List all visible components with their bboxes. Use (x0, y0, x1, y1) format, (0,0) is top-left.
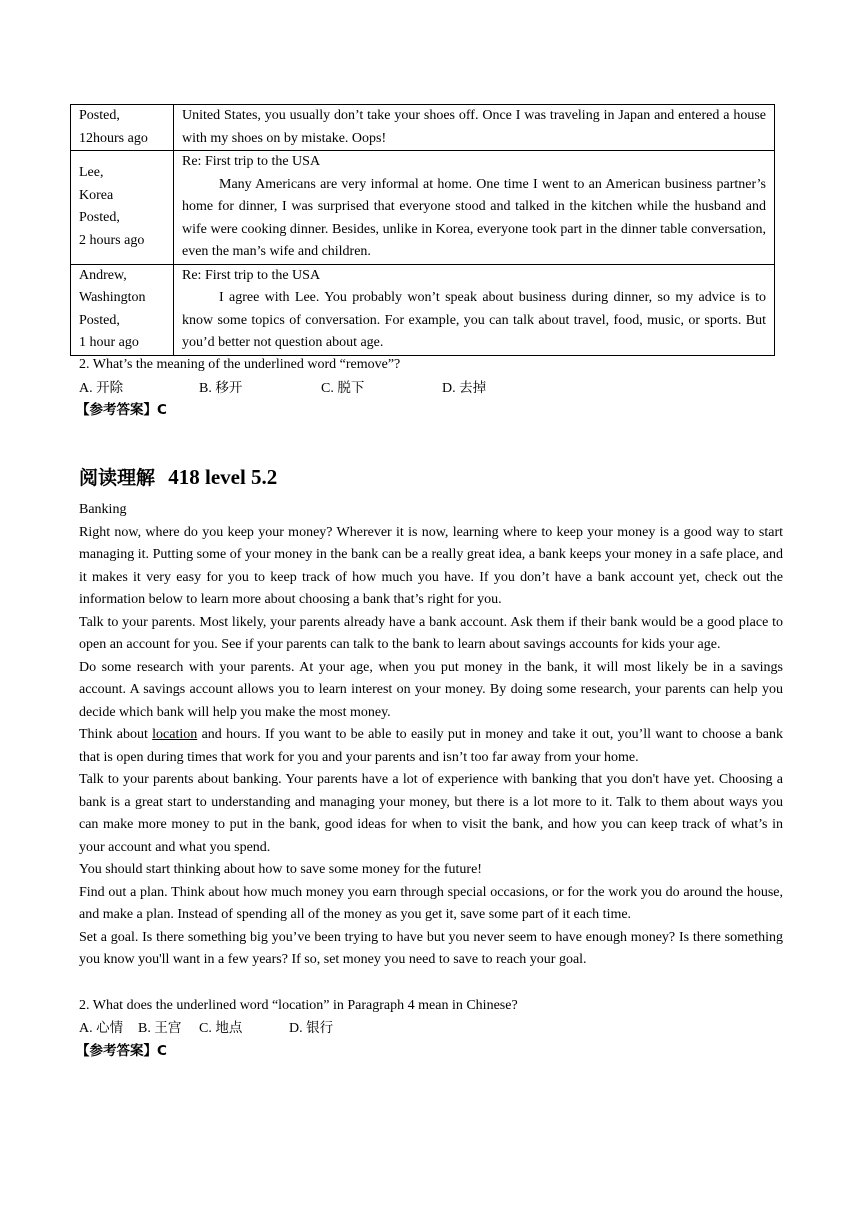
option-d (442, 377, 486, 401)
post-body: Many Americans are very informal at home. One time I went to an American business partner’s home for dinner, I was surprised that everyone stood and talked in the kitchen while the husband and wife were cooking dinner. Besides, unlike in Korea, everyone took part in the dinner table conversation, even the man’s wife and children. (182, 176, 766, 259)
paragraph: Talk to your parents about banking. Your parents have a lot of experience with banking that you don't have yet. Choosing a bank is a great start to understanding and managing your money, but there is a lot more to it. Talk to them about ways you can make more money to put in the bank, good ideas for when to visit the bank, and how you can keep track of what’s in your account and what you spend. (79, 772, 783, 855)
option-b (199, 377, 242, 401)
answer-label: 【参考答案】 (76, 402, 157, 418)
answer-options (79, 1017, 789, 1039)
poster-info-cell (71, 264, 174, 355)
reading-passage (79, 499, 783, 972)
post-heading: Re: First trip to the USA (182, 154, 321, 169)
table-row (71, 105, 775, 151)
option-text: 银行 (306, 1020, 334, 1036)
passage-title: Banking (79, 502, 127, 517)
option-text: 去掉 (459, 380, 487, 396)
option-letter: A. (79, 1021, 93, 1036)
reference-answer (76, 1040, 167, 1063)
option-a (79, 377, 123, 401)
option-letter: D. (289, 1021, 303, 1036)
option-b (138, 1017, 181, 1041)
paragraph: Find out a plan. Think about how much money you earn through special occasions, or for the work you do around the house, and make a plan. Instead of spending all of the money as you get it, save some part of it each time. (79, 884, 783, 922)
option-text: 地点 (215, 1020, 243, 1036)
answer-value: C (157, 1043, 167, 1059)
poster-info-line: Posted, (79, 210, 120, 225)
option-letter: C. (321, 381, 334, 396)
post-content-cell (174, 105, 775, 151)
option-d (289, 1017, 333, 1041)
option-letter: A. (79, 381, 93, 396)
option-text: 脱下 (337, 380, 365, 396)
post-body: I agree with Lee. You probably won’t speak about business during dinner, so my advice is to know some topics of conversation. For example, you can talk about travel, food, music, or sports. But you’d better not question about age. (182, 290, 766, 350)
paragraph: Talk to your parents. Most likely, your parents already have a bank account. Ask them if their bank would be a good place to open an account for you. See if your parents can talk to the bank to learn about savings accounts for kids your age. (79, 614, 783, 652)
paragraph: Right now, where do you keep your money? Wherever it is now, learning where to keep your money is a good way to start managing it. Putting some of your money in the bank can be a really great idea, a bank keeps your money in a safe place, and it makes it very easy for you to keep track of how much you have. If you don’t have a bank account yet, check out the information below to learn more about choosing a bank that’s right for you. (79, 524, 783, 607)
poster-info-line: Korea (79, 187, 114, 203)
paragraph: Set a goal. Is there something big you’ve been trying to have but you never seem to have enough money? Is there something you know you'll want in a few years? If so, set money you need to save to reach your goal. (79, 929, 783, 967)
option-text: 王宫 (154, 1020, 182, 1036)
underlined-word: location (152, 727, 198, 742)
paragraph-text: and hours. If you want to be able to easily put in money and take it out, you’ll want to choose a bank that is open during times that work for you and your parents and isn’t too far away from your home. (79, 727, 783, 765)
option-text: 移开 (215, 380, 243, 396)
question-stem: 2. What does the underlined word “location” in Paragraph 4 mean in Chinese? (79, 998, 518, 1013)
poster-info-cell (71, 151, 174, 265)
section-title-cn: 阅读理解 (79, 467, 156, 489)
option-letter: D. (442, 381, 456, 396)
poster-info-line: Posted, (79, 108, 120, 123)
paragraph: Do some research with your parents. At your age, when you put money in the bank, it will most likely be in a savings account. A savings account allows you to learn interest on your money. By doing some research, your parents can help you decide which bank will help you make the most money. (79, 659, 783, 720)
option-c (199, 1017, 242, 1041)
post-content-cell (174, 151, 775, 265)
post-body: United States, you usually don’t take your shoes off. Once I was traveling in Japan and entered a house with my shoes on by mistake. Oops! (182, 108, 766, 146)
paragraph (79, 724, 783, 769)
forum-posts-table (70, 104, 775, 356)
option-letter: B. (138, 1021, 151, 1036)
answer-value: C (157, 402, 167, 418)
answer-label: 【参考答案】 (76, 1043, 157, 1059)
section-title (79, 462, 277, 493)
post-content-cell (174, 264, 775, 355)
reference-answer (76, 399, 167, 422)
table-row (71, 151, 775, 265)
poster-info-line: Posted, (79, 312, 120, 328)
poster-info-line: Lee, (79, 165, 104, 180)
poster-info-line: Washington (79, 290, 146, 305)
paragraph: You should start thinking about how to save some money for the future! (79, 862, 482, 877)
option-a (79, 1017, 123, 1041)
option-c (321, 377, 364, 401)
post-heading: Re: First trip to the USA (182, 267, 321, 283)
poster-info-line: Andrew, (79, 267, 127, 283)
poster-info-cell (71, 105, 174, 151)
poster-info-line: 12hours ago (79, 130, 148, 146)
answer-options (79, 377, 789, 399)
paragraph-text: Think about (79, 727, 153, 742)
table-row (71, 264, 775, 355)
question-stem: 2. What’s the meaning of the underlined word “remove”? (79, 357, 401, 372)
option-letter: B. (199, 381, 212, 396)
option-letter: C. (199, 1021, 212, 1036)
poster-info-line: 2 hours ago (79, 232, 145, 248)
option-text: 开除 (96, 380, 124, 396)
section-title-level: 418 level 5.2 (168, 465, 278, 489)
poster-info-line: 1 hour ago (79, 335, 139, 350)
option-text: 心情 (96, 1020, 124, 1036)
